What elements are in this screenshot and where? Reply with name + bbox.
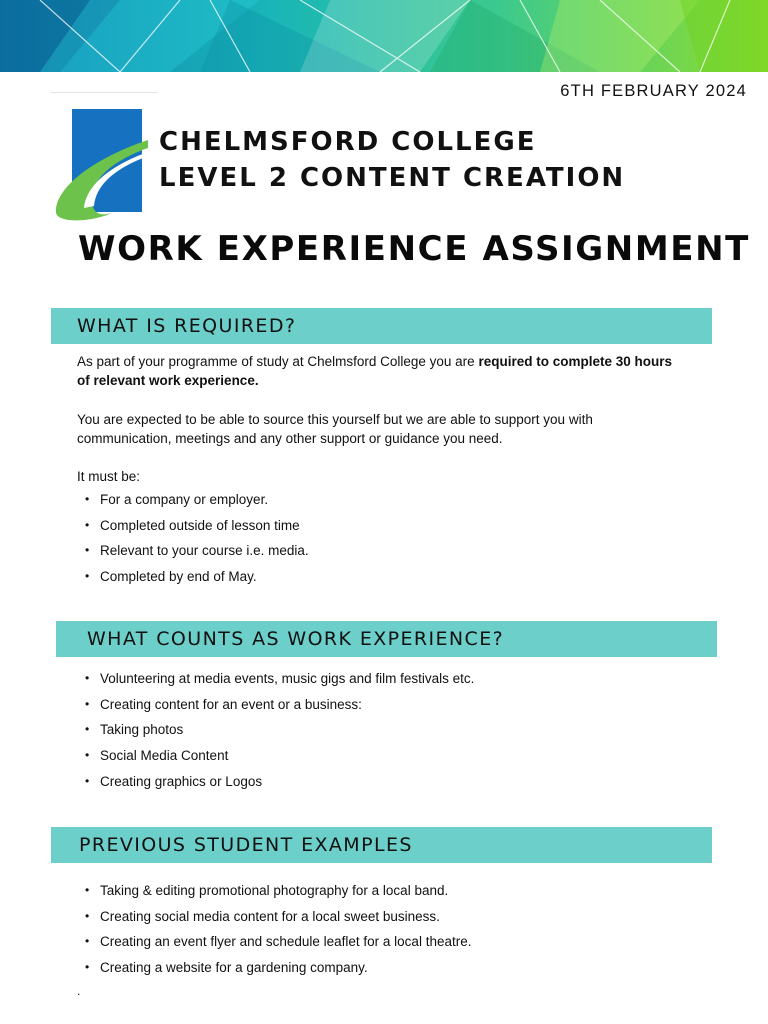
requirements-list [100,490,309,593]
list-item: • Taking & editing promotional photography for a local band. [100,881,471,907]
required-paragraph [77,352,677,390]
list-item: • Volunteering at media events, music gigs and film festivals etc. [100,669,474,695]
section-title: PREVIOUS STUDENT EXAMPLES [79,834,413,856]
paragraph-text: As part of your programme of study at Chelmsford College you are [77,354,479,369]
list-item: • Completed by end of May. [100,567,309,593]
section-title: WHAT IS REQUIRED? [77,315,297,337]
list-item: • Creating a website for a gardening company. [100,958,471,984]
examples-list [100,881,471,984]
list-item: • Creating graphics or Logos [100,772,474,798]
list-item: • Completed outside of lesson time [100,516,309,542]
section-title: WHAT COUNTS AS WORK EXPERIENCE? [87,628,505,650]
page-title: WORK EXPERIENCE ASSIGNMENT [78,229,750,269]
document-date: 6TH FEBRUARY 2024 [560,82,747,100]
section-header-required [51,308,712,344]
list-item: • Taking photos [100,720,474,746]
counts-list [100,669,474,797]
list-item: • Creating social media content for a local sweet business. [100,907,471,933]
divider [50,92,158,93]
section-header-examples [51,827,712,863]
chelmsford-college-logo-icon [54,108,150,222]
course-name: LEVEL 2 CONTENT CREATION [159,163,626,193]
college-name: CHELMSFORD COLLEGE [159,127,537,157]
support-paragraph: You are expected to be able to source this yourself but we are able to support you with communication, meetings and any other support or guidance you need. [77,412,593,446]
college-heading [159,124,625,196]
list-item: • For a company or employer. [100,490,309,516]
section-header-counts [56,621,717,657]
list-item: • Social Media Content [100,746,474,772]
paragraph-bold-text: required to complete 30 hours of relevant work experience. [77,354,672,388]
list-item: • Creating content for an event or a business: [100,695,474,721]
footer-mark: . [77,984,81,998]
must-be-label: It must be: [77,469,141,484]
list-item: • Creating an event flyer and schedule leaflet for a local theatre. [100,932,471,958]
banner-graphic [0,0,768,72]
header-banner [0,0,768,72]
list-item: • Relevant to your course i.e. media. [100,541,309,567]
